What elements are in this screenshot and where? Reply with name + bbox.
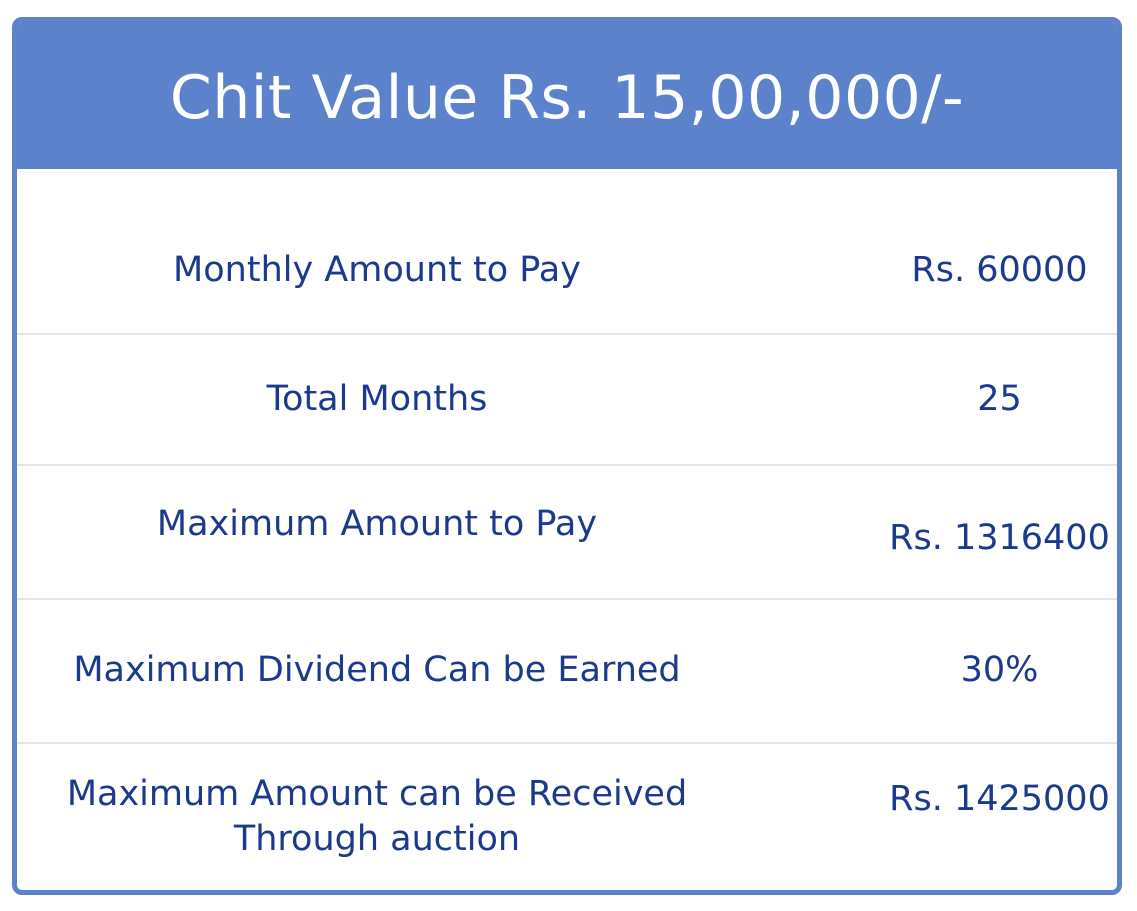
row-value: Rs. 60000 <box>911 250 1088 291</box>
row-label: Maximum Amount can be Received Through auction <box>66 773 688 859</box>
row-value: 30% <box>960 650 1039 691</box>
table-row-total-months <box>17 335 1117 466</box>
row-value: Rs. 1425000 <box>889 779 1110 820</box>
row-label: Maximum Dividend Can be Earned <box>73 650 681 691</box>
row-label: Maximum Amount to Pay <box>156 504 598 545</box>
table-row-maximum-dividend <box>17 600 1117 744</box>
row-value: 25 <box>977 378 1022 419</box>
row-value: Rs. 1316400 <box>889 518 1110 559</box>
table-row-monthly-amount <box>17 169 1117 335</box>
row-label: Monthly Amount to Pay <box>173 250 581 291</box>
chit-info-card <box>12 17 1122 895</box>
row-label: Total Months <box>266 378 488 419</box>
card-header <box>17 22 1117 169</box>
table-row-maximum-amount-received <box>17 744 1117 890</box>
chit-value-title: Chit Value Rs. 15,00,000/- <box>169 62 965 133</box>
table-row-maximum-amount-to-pay <box>17 466 1117 600</box>
